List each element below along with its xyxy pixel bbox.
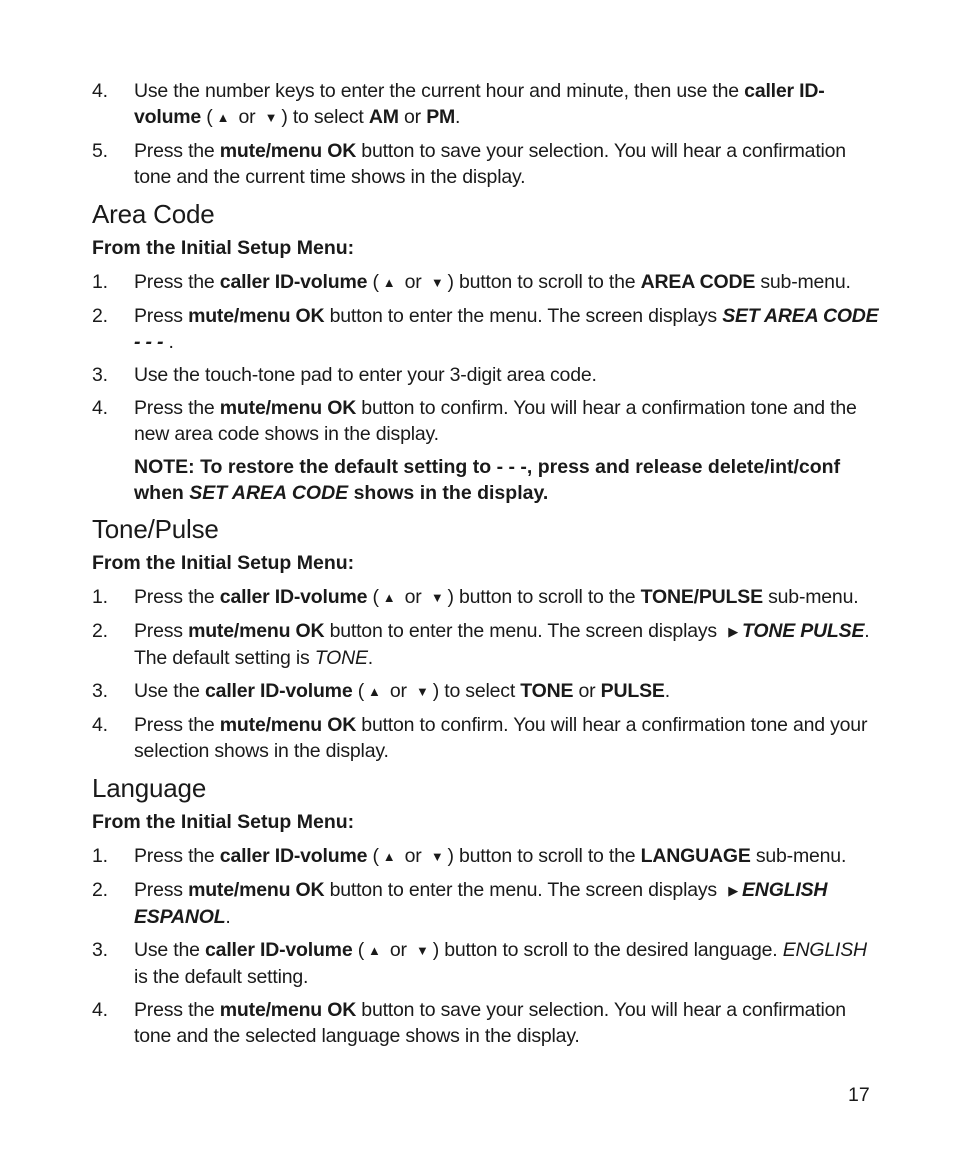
right-triangle-icon: ▶ xyxy=(728,624,738,639)
list-item xyxy=(92,997,882,1049)
manual-page xyxy=(92,78,882,1056)
step-text: Press mute/menu OK button to enter the menu. The screen displays ▶ TONE PULSE. The default setting is TONE. xyxy=(134,620,870,669)
down-arrow-icon: ▼ xyxy=(416,943,429,958)
up-arrow-icon: ▲ xyxy=(382,590,396,605)
step-text: Press mute/menu OK button to enter the menu. The screen displays ▶ ENGLISH ESPANOL. xyxy=(134,879,828,928)
step-number: 4. xyxy=(92,397,108,419)
list-item xyxy=(92,269,882,296)
section-title-language: Language xyxy=(92,773,207,803)
up-arrow-icon: ▲ xyxy=(216,110,230,125)
list-item xyxy=(92,78,882,131)
step-text: Use the caller ID-volume ( ▲ or ▼ ) button to scroll to the desired language. ENGLISH is the default setting. xyxy=(134,939,867,988)
note: NOTE: To restore the default setting to - - -, press and release delete/int/conf when SET AREA CODE shows in the display. xyxy=(134,456,841,504)
step-number: 3. xyxy=(92,939,108,961)
list-item xyxy=(92,362,882,388)
step-number: 5. xyxy=(92,140,108,162)
step-number: 3. xyxy=(92,364,108,386)
step-number: 1. xyxy=(92,845,108,867)
up-arrow-icon: ▲ xyxy=(382,275,396,290)
down-arrow-icon: ▼ xyxy=(430,275,444,290)
step-number: 2. xyxy=(92,879,108,901)
step-text: Press the caller ID-volume ( ▲ or ▼ ) button to scroll to the AREA CODE sub-menu. xyxy=(134,269,882,296)
step-number: 1. xyxy=(92,586,108,608)
step-text: Use the number keys to enter the current hour and minute, then use the caller ID-volume ( ▲ or ▼ ) to select AM or PM. xyxy=(134,78,882,131)
list-item xyxy=(92,303,882,355)
down-arrow-icon: ▼ xyxy=(416,684,429,699)
step-text: Use the caller ID-volume ( ▲ or ▼ ) to select TONE or PULSE. xyxy=(134,678,882,705)
step-text: Press the mute/menu OK button to save your selection. You will hear a confirmation tone and the current time shows in the display. xyxy=(134,140,846,188)
right-triangle-icon: ▶ xyxy=(728,883,738,898)
step-text: Press the mute/menu OK button to confirm. You will hear a confirmation tone and your selection shows in the display. xyxy=(134,714,868,762)
step-number: 2. xyxy=(92,620,108,642)
down-arrow-icon: ▼ xyxy=(430,849,444,864)
list-item xyxy=(92,877,882,930)
section-subtitle: From the Initial Setup Menu: xyxy=(92,237,355,259)
list-item xyxy=(92,395,882,447)
up-arrow-icon: ▲ xyxy=(368,684,381,699)
list-item xyxy=(92,712,882,764)
up-arrow-icon: ▲ xyxy=(368,943,381,958)
section-title-area-code: Area Code xyxy=(92,199,215,229)
down-arrow-icon: ▼ xyxy=(430,590,444,605)
step-number: 4. xyxy=(92,80,108,102)
list-item xyxy=(92,843,882,870)
down-arrow-icon: ▼ xyxy=(264,110,278,125)
key-name: caller ID-volume xyxy=(134,80,825,128)
section-subtitle: From the Initial Setup Menu: xyxy=(92,811,355,833)
list-item xyxy=(92,937,882,990)
step-number: 4. xyxy=(92,999,108,1021)
list-item xyxy=(92,618,882,671)
list-item xyxy=(92,678,882,705)
step-text: Press mute/menu OK button to enter the menu. The screen displays SET AREA CODE - - - . xyxy=(134,305,879,353)
page-number: 17 xyxy=(848,1084,870,1106)
up-arrow-icon: ▲ xyxy=(382,849,396,864)
list-item xyxy=(92,584,882,611)
step-text: Press the caller ID-volume ( ▲ or ▼ ) button to scroll to the TONE/PULSE sub-menu. xyxy=(134,584,882,611)
key-name: mute/menu OK xyxy=(219,140,357,162)
list-item xyxy=(92,138,882,190)
step-number: 1. xyxy=(92,271,108,293)
section-title-tone-pulse: Tone/Pulse xyxy=(92,514,219,544)
step-text: Use the touch-tone pad to enter your 3-digit area code. xyxy=(134,364,597,386)
step-number: 3. xyxy=(92,680,108,702)
section-subtitle: From the Initial Setup Menu: xyxy=(92,552,355,574)
step-text: Press the caller ID-volume ( ▲ or ▼ ) button to scroll to the LANGUAGE sub-menu. xyxy=(134,843,882,870)
step-text: Press the mute/menu OK button to confirm. You will hear a confirmation tone and the new area code shows in the display. xyxy=(134,397,857,445)
step-number: 2. xyxy=(92,305,108,327)
step-text: Press the mute/menu OK button to save your selection. You will hear a confirmation tone and the selected language shows in the display. xyxy=(134,999,846,1047)
step-number: 4. xyxy=(92,714,108,736)
